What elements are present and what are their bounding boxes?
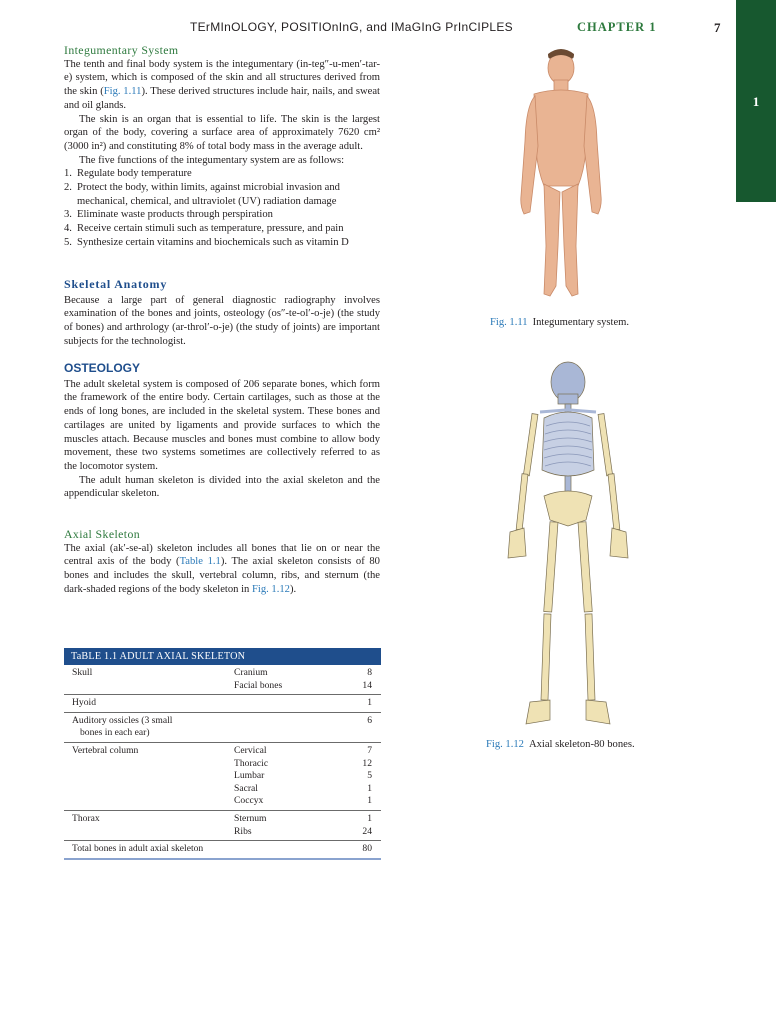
fig-1-12-label: Fig. 1.12 xyxy=(486,739,524,750)
right-femur xyxy=(578,522,592,612)
axial-skeleton-heading: Axial Skeleton xyxy=(64,527,141,541)
integumentary-paragraph-1: The tenth and final body system is the integumentary (in-teg″-u-men′-tar-e) system, which is composed of the skin and all structures derived from the skin (Fig. 1.11). These derived structures include hair, nails, and sweat and oil glands. xyxy=(64,58,381,111)
list-item: 4. Receive certain stimuli such as temperature, pressure, and pain xyxy=(64,223,344,235)
table-cell-group: Auditory ossicles (3 small bones in each ear) xyxy=(72,714,173,739)
table-row xyxy=(64,665,381,695)
skeleton-figure xyxy=(496,360,642,730)
fig-1-12-text: Axial skeleton-80 bones. xyxy=(528,739,635,750)
table-title: TaBLE 1.1 ADULT AXIAL SKELETON xyxy=(64,648,381,665)
table-cell-group: Hyoid xyxy=(72,697,96,709)
skeletal-anatomy-heading: Skeletal Anatomy xyxy=(64,277,168,291)
left-humerus xyxy=(523,414,538,476)
list-item: 3. Eliminate waste products through perspiration xyxy=(64,209,273,221)
table-cell-count: 1 xyxy=(367,697,372,709)
list-item: 2. Protect the body, within limits, against microbial invasion and mechanical, chemical, and ultraviolet (UV) radiation damage xyxy=(64,182,340,207)
osteology-section xyxy=(64,362,380,501)
table-cell-bone xyxy=(234,843,344,856)
fig-1-12-caption xyxy=(486,739,635,750)
table-row xyxy=(64,811,381,841)
table-cell-bone: Sternum Ribs xyxy=(234,812,267,837)
left-forearm xyxy=(516,474,528,530)
chapter-label: CHAPTER 1 xyxy=(577,20,657,34)
table-cell-count: 1 24 xyxy=(362,812,372,837)
osteology-heading: OSTEOLOGY xyxy=(64,361,141,375)
skeletal-section xyxy=(64,278,380,349)
table-row xyxy=(64,695,381,713)
table-row xyxy=(64,841,381,860)
pelvis xyxy=(544,491,592,526)
chapter-tab-number: 1 xyxy=(752,94,760,109)
table-cell-bone xyxy=(234,715,344,740)
running-header-title: TErMInOLOGY, POSITIOnInG, and IMaGInG PrInCIPLES xyxy=(190,20,513,34)
table-cell-count: 8 14 xyxy=(362,667,372,691)
axial-paragraph: The axial (ak′-se-al) skeleton includes all bones that lie on or near the central axis of the body (Table 1.1). The axial skeleton consists of 80 bones and includes the skull, vertebral column, ribs, and sternum (the dark-shaded regions of the body skeleton in Fig. 1.12). xyxy=(64,542,380,595)
table-cell-bone xyxy=(234,697,344,710)
table-row xyxy=(64,743,381,811)
axial-skeleton-table xyxy=(64,648,381,860)
integumentary-paragraph-2: The skin is an organ that is essential to life. The skin is the largest organ of the body, covering a surface area of approximately 7620 cm² (3000 in²) and constituting 8% of total body mass in the average adult. xyxy=(64,113,380,152)
table-cell-group: Total bones in adult axial skeleton xyxy=(72,843,204,855)
rib-cage xyxy=(542,412,594,476)
list-item: 1. Regulate body temperature xyxy=(64,168,192,180)
fig-1-12-link[interactable]: Fig. 1.12 xyxy=(252,583,290,595)
right-hand xyxy=(610,528,628,558)
integumentary-heading: Integumentary System xyxy=(64,43,179,57)
fig-1-11-label: Fig. 1.11 xyxy=(490,317,528,328)
integumentary-paragraph-3: The five functions of the integumentary system are as follows: xyxy=(79,154,345,166)
integumentary-figure xyxy=(508,46,614,308)
left-leg xyxy=(544,184,560,296)
left-foot xyxy=(526,700,550,724)
table-body xyxy=(64,665,381,860)
fig-1-11-link[interactable]: Fig. 1.11 xyxy=(103,86,142,98)
axial-section xyxy=(64,528,380,597)
right-leg xyxy=(562,184,578,296)
table-cell-bone: Cervical Thoracic Lumbar Sacral Coccyx xyxy=(234,744,269,807)
table-cell-count: 80 xyxy=(362,843,372,855)
torso xyxy=(534,90,588,186)
left-tibia xyxy=(541,614,551,700)
left-arm xyxy=(521,96,538,214)
list-item: 5. Synthesize certain vitamins and biochemicals such as vitamin D xyxy=(64,236,349,248)
skeletal-paragraph: Because a large part of general diagnostic radiography involves examination of the bones and joints, osteology (os″-te-ol′-o-je) (the study of bones) and arthrology (ar-throl′-o-je) (the study of joints) are important subjects for the technologist. xyxy=(64,294,380,347)
fig-1-11-text: Integumentary system. xyxy=(532,317,630,328)
table-cell-count: 7 12 5 1 1 xyxy=(362,744,372,807)
table-cell-count: 6 xyxy=(367,714,372,726)
functions-list xyxy=(64,167,380,249)
osteology-paragraph-1: The adult skeletal system is composed of 206 separate bones, which form the framework of the entire body. Certain cartilages, such as those at the ends of long bones, are included in the skeletal system. These bones and cartilages are united by ligaments and provide surfaces to which the muscles attach. Because muscles and bones must combine to allow body movement, these two systems sometimes are collectively referred to as the locomotor system. xyxy=(64,378,380,472)
right-humerus xyxy=(598,414,613,476)
table-cell-group: Vertebral column xyxy=(72,744,139,756)
table-cell-group: Skull xyxy=(72,667,93,678)
integumentary-section xyxy=(64,44,380,250)
osteology-paragraph-2: The adult human skeleton is divided into the axial skeleton and the appendicular skeleton. xyxy=(64,474,380,500)
fig-1-11-caption xyxy=(490,317,629,328)
left-hand xyxy=(508,528,526,558)
right-tibia xyxy=(585,614,595,700)
chapter-thumb-tab xyxy=(736,0,776,202)
table-cell-bone: Cranium Facial bones xyxy=(234,667,283,691)
right-foot xyxy=(586,700,610,724)
table-row xyxy=(64,713,381,743)
left-femur xyxy=(544,522,558,612)
right-arm xyxy=(584,96,601,214)
table-cell-group: Thorax xyxy=(72,812,100,824)
table-1-1-link[interactable]: Table 1.1 xyxy=(179,556,221,568)
page-number: 7 xyxy=(714,20,721,35)
right-forearm xyxy=(608,474,620,530)
